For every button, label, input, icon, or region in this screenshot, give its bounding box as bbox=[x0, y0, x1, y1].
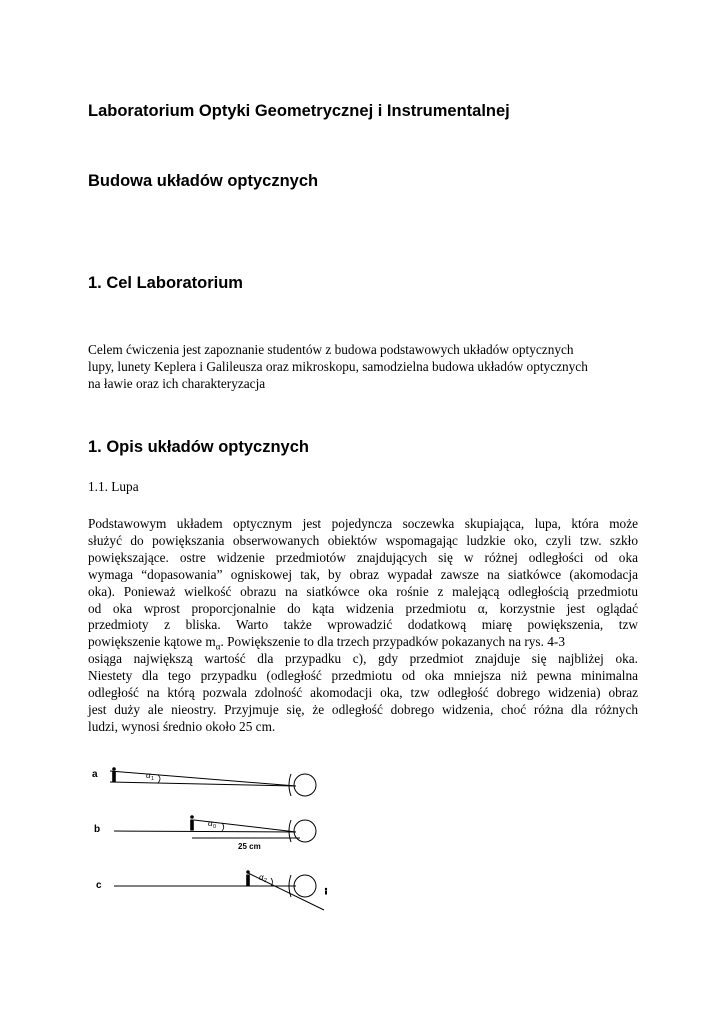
alpha-subscript: 1 bbox=[151, 776, 155, 782]
document-subtitle: Budowa układów optycznych bbox=[88, 172, 319, 190]
paragraph-line: od oka wprost proporcjonalnie do kąta widzenia przedmiotu α, korzystnie jest oglądać bbox=[88, 600, 638, 616]
angle-arc bbox=[158, 775, 160, 783]
subsection-heading-lupa: 1.1. Lupa bbox=[88, 479, 139, 494]
section-cel-paragraph bbox=[88, 342, 638, 393]
alpha-symbol: α bbox=[259, 873, 264, 882]
paragraph-line: lupy, lunety Keplera i Galileusza oraz mikroskopu, samodzielna budowa układów optycznych bbox=[88, 358, 588, 374]
document-title: Laboratorium Optyki Geometrycznej i Instrumentalnej bbox=[88, 102, 510, 120]
paragraph-line: ludzi, wynosi średnio około 25 cm. bbox=[88, 718, 276, 734]
angle-arc bbox=[222, 823, 224, 831]
paragraph-line: na ławie oraz ich charakteryzacja bbox=[88, 375, 266, 391]
section-lupa-paragraph bbox=[88, 516, 638, 736]
person-icon bbox=[112, 767, 116, 782]
alpha-subscript: α bbox=[215, 642, 221, 652]
figure-case-a bbox=[92, 767, 316, 796]
paragraph-line-magnification bbox=[88, 634, 638, 651]
person-icon bbox=[246, 870, 250, 885]
paragraph-line: Celem ćwiczenia jest zapoznanie studentów z budowa podstawowych układów optycznych bbox=[88, 342, 574, 357]
alpha-subscript: 0 bbox=[213, 824, 217, 830]
line-segment: powiększenie kątowe m bbox=[88, 634, 216, 650]
person-icon bbox=[190, 815, 194, 830]
figure-label-c: c bbox=[96, 880, 102, 891]
paragraph-line: odległość na którą pozwala zdolność akomodacji oka, tzw odległość dobrego widzenia) obraz bbox=[88, 685, 638, 701]
viewing-angle-figure bbox=[88, 758, 348, 918]
distance-label: 25 cm bbox=[238, 842, 261, 851]
optical-axis bbox=[114, 831, 296, 832]
eye-icon bbox=[289, 774, 316, 796]
figure-case-c bbox=[96, 870, 327, 910]
paragraph-line: wymaga “dopasowania” ogniskowej tak, by obraz wypadał zawsze na siatkówce (akomodacja bbox=[88, 566, 638, 582]
figure-label-a: a bbox=[92, 769, 98, 780]
paragraph-line: Podstawowym układem optycznym jest pojedyncza soczewka skupiająca, lupa, która może bbox=[88, 516, 638, 531]
line-segment: . Powiększenie to dla trzech przypadków pokazanych na rys. 4-3 bbox=[220, 634, 565, 650]
alpha-symbol: α bbox=[146, 771, 151, 780]
paragraph-line: powiększające. ostre widzenie przedmiotów znajdujących się w różnej odległości od oka bbox=[88, 549, 638, 565]
section-heading-cel: 1. Cel Laboratorium bbox=[88, 274, 243, 292]
paragraph-line: osiąga największą wartość dla przypadku c), gdy przedmiot znajduje się najbliżej oka. bbox=[88, 651, 638, 667]
paragraph-line: jest duży ale nieostry. Przyjmuje się, że odległość dobrego widzenia, choć różna dla różnych bbox=[88, 701, 638, 717]
eye-icon bbox=[289, 820, 316, 842]
figure-case-b bbox=[94, 815, 316, 851]
paragraph-line: oka). Ponieważ wielkość obrazu na siatkówce oka rośnie z malejącą odległością przedmiotu bbox=[88, 583, 638, 599]
alpha-subscript: 2 bbox=[264, 878, 268, 884]
paragraph-line: przedmioty z bliska. Warto także wprowadzić dodatkową miarę powiększenia, tzw bbox=[88, 617, 638, 633]
paragraph-line: Niestety dla tego przypadku (odległość przedmiotu od oka mniejsza niż pewna minimalna bbox=[88, 668, 638, 684]
paragraph-line: służyć do powiększania obserwowanych obiektów wspomagając ludzkie oko, czyli tzw. szkło bbox=[88, 532, 638, 548]
figure-label-b: b bbox=[94, 824, 101, 835]
section-heading-opis: 1. Opis układów optycznych bbox=[88, 438, 309, 456]
retinal-image-icon bbox=[325, 888, 327, 895]
alpha-symbol: α bbox=[208, 819, 213, 828]
